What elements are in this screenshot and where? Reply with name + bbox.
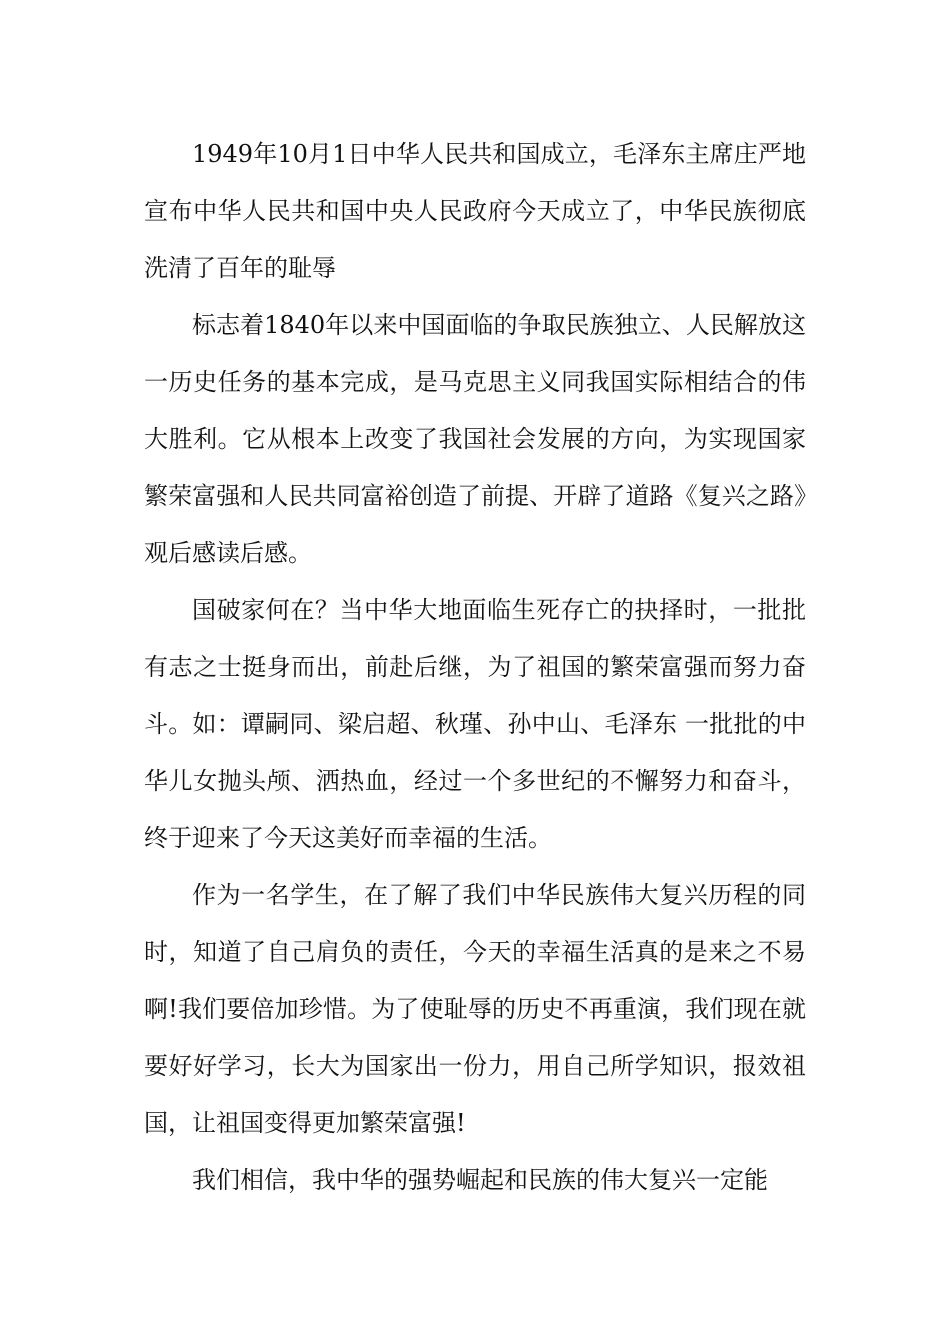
- paragraph-1: 1949年10月1日中华人民共和国成立，毛泽东主席庄严地宣布中华人民共和国中央人民政府今天成立了，中华民族彻底洗清了百年的耻辱: [144, 140, 806, 282]
- document-body: [144, 126, 806, 1209]
- paragraph-4: 作为一名学生，在了解了我们中华民族伟大复兴历程的同时，知道了自己肩负的责任，今天的幸福生活真的是来之不易啊!我们要倍加珍惜。为了使耻辱的历史不再重演，我们现在就要好好学习，长大为国家出一份力，用自己所学知识，报效祖国，让祖国变得更加繁荣富强!: [144, 881, 806, 1137]
- paragraph-3: 国破家何在？当中华大地面临生死存亡的抉择时，一批批有志之士挺身而出，前赴后继，为了祖国的繁荣富强而努力奋斗。如：谭嗣同、梁启超、秋瑾、孙中山、毛泽东 一批批的中华儿女抛头颅、洒热血，经过一个多世纪的不懈努力和奋斗，终于迎来了今天这美好而幸福的生活。: [144, 596, 806, 852]
- paragraph-2: 标志着1840年以来中国面临的争取民族独立、人民解放这一历史任务的基本完成，是马克思主义同我国实际相结合的伟大胜利。它从根本上改变了我国社会发展的方向，为实现国家繁荣富强和人民共同富裕创造了前提、开辟了道路《复兴之路》观后感读后感。: [144, 311, 806, 567]
- paragraph-5: 我们相信，我中华的强势崛起和民族的伟大复兴一定能: [192, 1166, 768, 1194]
